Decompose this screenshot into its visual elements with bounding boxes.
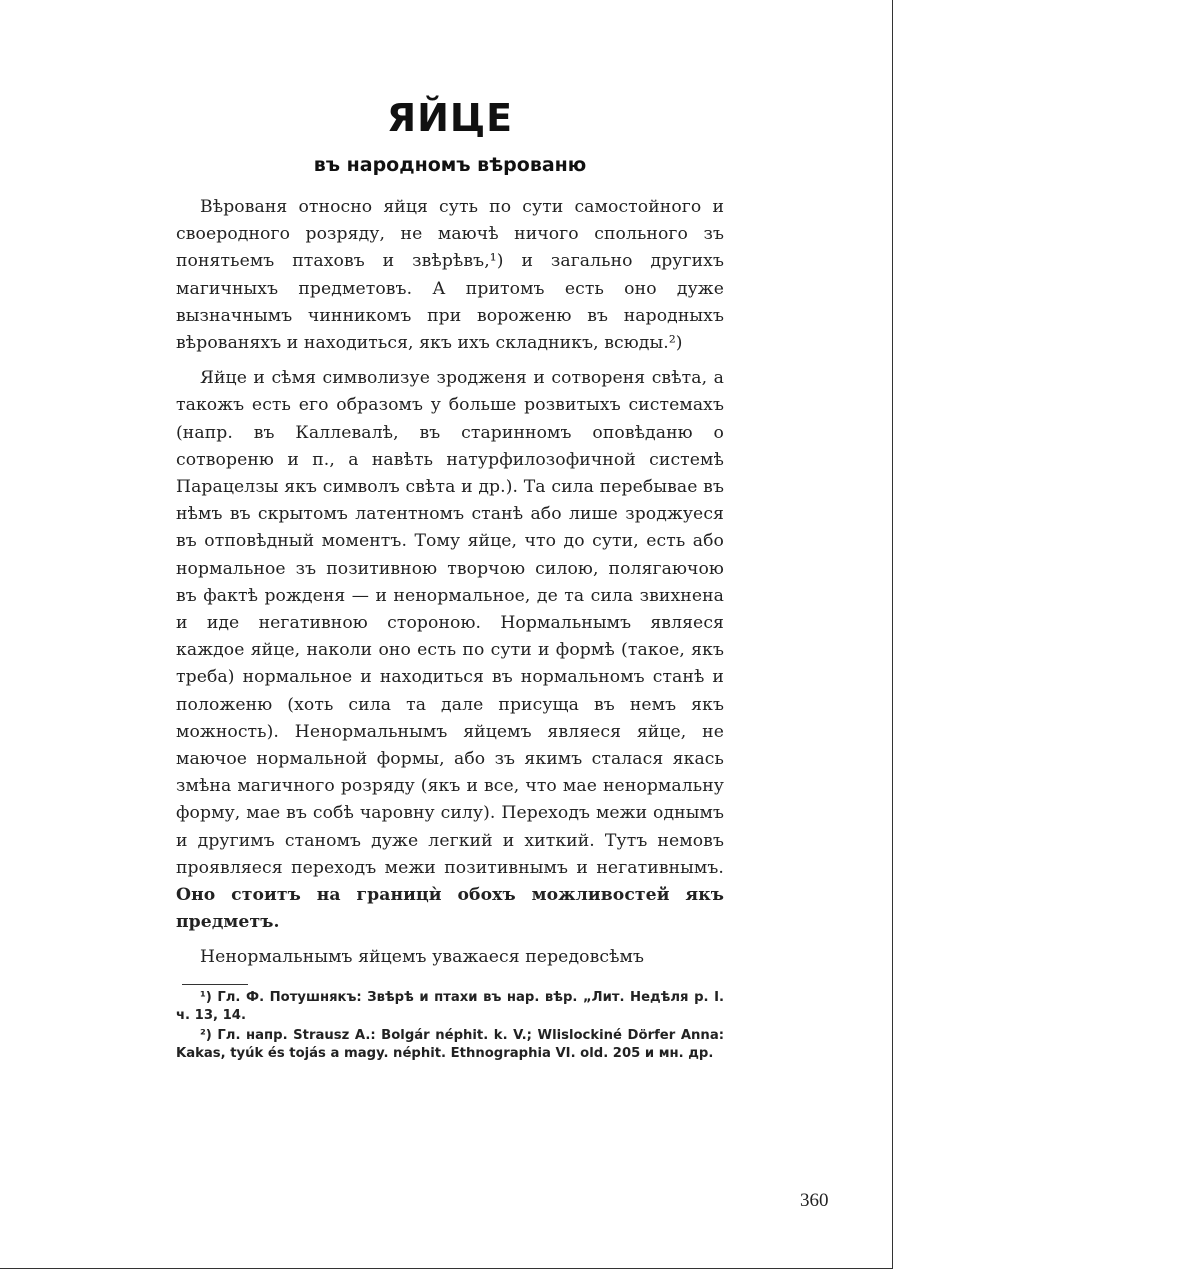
paragraph-2 bbox=[176, 365, 724, 936]
paragraph-3 bbox=[176, 944, 724, 971]
footnote-1: ¹) Гл. Ф. Потушнякъ: Звѣрѣ и птахи въ нар. вѣр. „Лит. Недѣля р. I. ч. 13, 14. bbox=[176, 989, 724, 1023]
paragraph-1-text: Вѣрованя относно яйця суть по сути самостойного и своеродного розряду, не маючѣ ничого спольного зъ понятьемъ птаховъ и звѣрѣвъ,¹) и загально другихъ магичныхъ предметовъ. А притомъ есть оно дуже вызначнымъ чинникомъ при вороженю въ народныхъ вѣрованяхъ и находиться, якъ ихъ складникъ, всюды.²) bbox=[176, 197, 724, 354]
footnote-divider bbox=[182, 984, 248, 985]
footnote-2: ²) Гл. напр. Strausz A.: Bolgár néphit. k. V.; Wlislockiné Dörfer Anna: Kakas, tyúk és tojás a magy. néphit. Ethnographia VI. old. 205 и мн. др. bbox=[176, 1027, 724, 1061]
page-number: 360 bbox=[800, 1190, 829, 1211]
footnotes bbox=[176, 984, 724, 1063]
page-title: ЯЙЦЕ bbox=[386, 96, 514, 140]
paragraph-3-text: Ненормальнымъ яйцемъ уважаеся передовсѣмъ bbox=[200, 947, 645, 968]
paragraph-1 bbox=[176, 194, 724, 357]
paragraph-2-text: Яйце и сѣмя символизуе зродженя и сотвореня свѣта, а такожъ есть его образомъ у больше розвитыхъ системахъ (напр. въ Каллевалѣ, въ старинномъ оповѣданю о сотвореню и п., а навѣть натурфилозофичной системѣ Парацелзы якъ символъ свѣта и др.). Та сила перебывае въ нѣмъ въ скрытомъ латентномъ станѣ або лише зроджуеся въ отповѣдный моментъ. Тому яйце, что до сути, есть або нормальное зъ позитивною творчою силою, полягаючою въ фактѣ рожденя — и ненормальное, де та сила звихнена и иде негативною стороною. Нормальнымъ являеся каждое яйце, наколи оно есть по сути и формѣ (такое, якъ треба) нормальное и находиться въ нормальномъ станѣ и положеню (хоть сила та дале присуща въ немъ якъ можность). Ненормальнымъ яйцемъ являеся яйце, не маючое нормальной формы, або зъ якимъ сталася якась змѣна магичного розряду (якъ и все, что мае ненормальну форму, мае въ собѣ чаровну силу). Переходъ межи однымъ и другимъ станомъ дуже легкий и хиткий. Тутъ немовъ проявляеся переходъ межи позитивнымъ и негативнымъ. bbox=[176, 368, 724, 878]
body-text bbox=[176, 194, 724, 972]
scanned-page-content bbox=[176, 92, 724, 1065]
paragraph-2-bold-text: Оно стоитъ на границѝ обохъ можливостей якъ предметъ. bbox=[176, 885, 724, 933]
page-subtitle: въ народномъ вѣрованю bbox=[313, 154, 587, 176]
